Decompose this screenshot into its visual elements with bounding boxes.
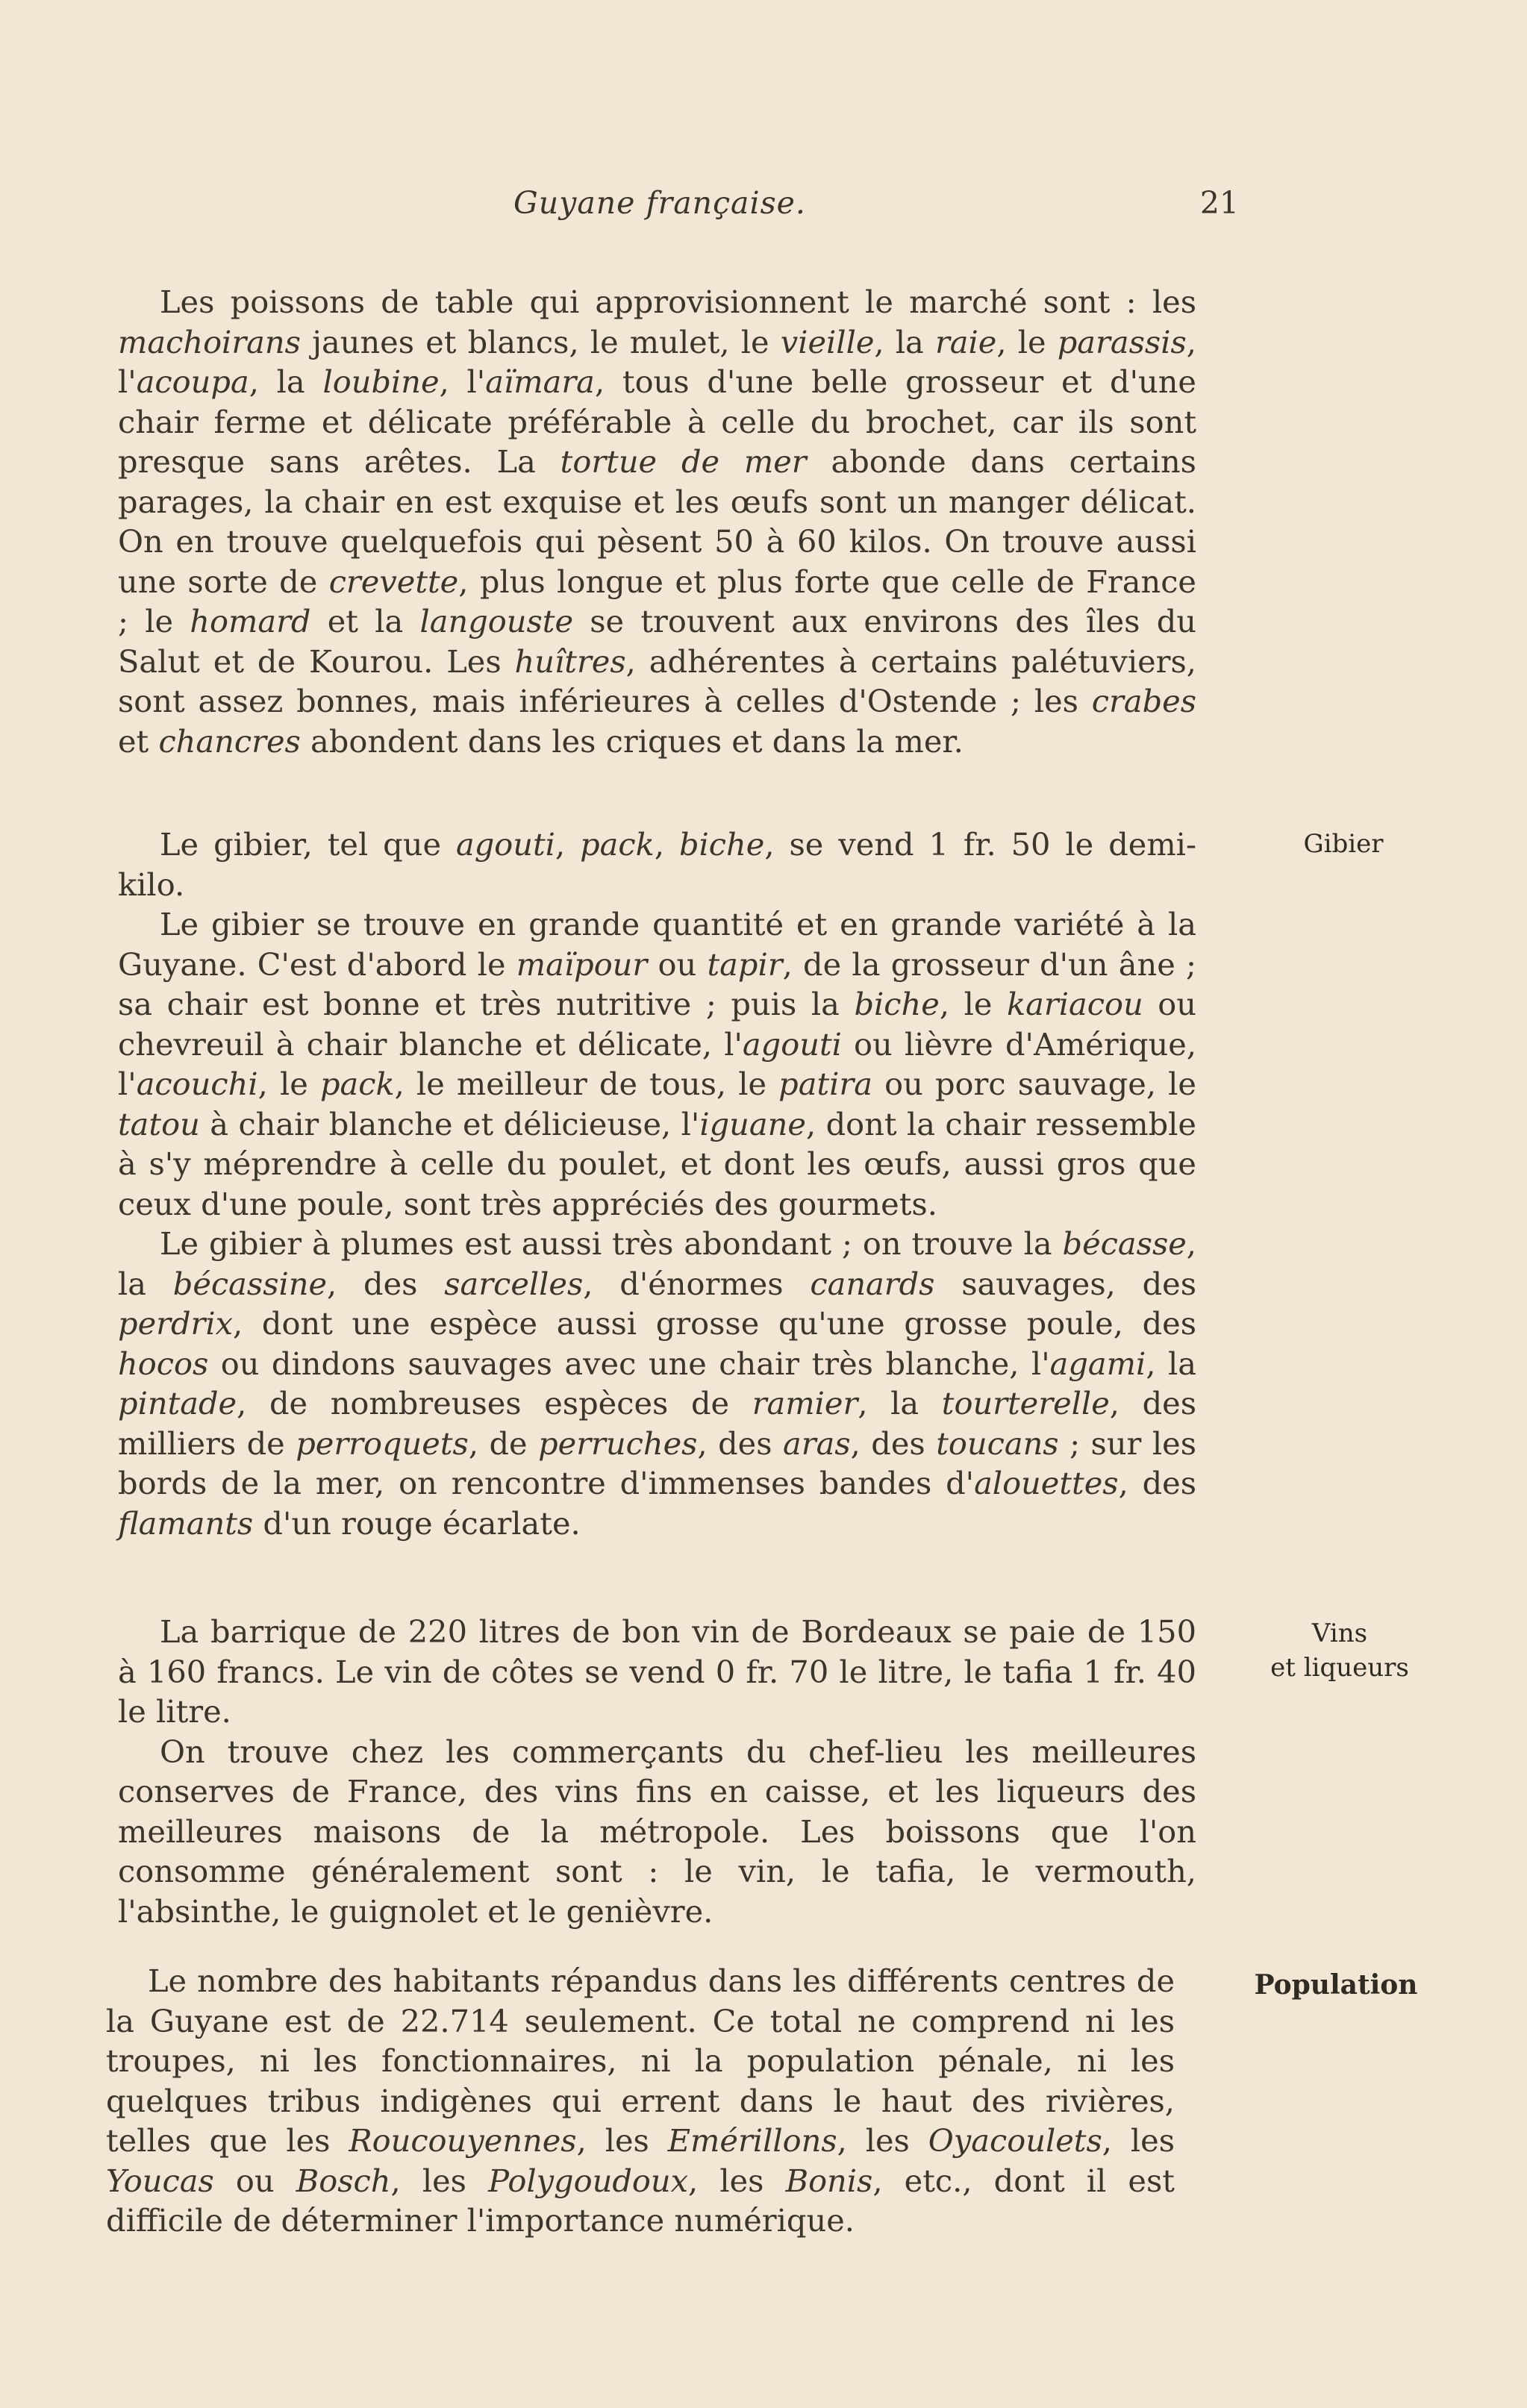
- text-run: , des milliers de: [118, 1385, 1196, 1462]
- italic-term: acoupa: [136, 363, 249, 400]
- italic-term: tortue de mer: [560, 443, 807, 480]
- italic-term: Polygoudoux: [488, 2162, 688, 2199]
- section-wine: [118, 1612, 1196, 1931]
- running-head: [493, 185, 1239, 230]
- italic-term: pintade: [118, 1385, 237, 1422]
- text-run: d'un rouge écarlate.: [253, 1504, 581, 1542]
- italic-term: perroquets: [296, 1425, 469, 1462]
- margin-note-vins-liqueurs: [1254, 1616, 1425, 1685]
- text-run: , dont la chair ressemble à s'y méprendre à celle du poulet, et dont les œufs, aussi gros que ceux d'une poule, sont très appréciés des gourmets.: [118, 1105, 1196, 1222]
- paragraph: [118, 904, 1196, 1224]
- italic-term: canards: [810, 1265, 935, 1302]
- paragraph: [118, 1612, 1196, 1732]
- italic-term: perruches: [538, 1425, 698, 1462]
- text-run: , des: [850, 1425, 937, 1462]
- italic-term: pack: [580, 826, 655, 863]
- text-run: , la: [1146, 1345, 1196, 1382]
- text-run: , les: [837, 2122, 928, 2159]
- text-run: , l': [118, 323, 1196, 400]
- text-run: , les: [688, 2162, 786, 2199]
- italic-term: bécasse: [1062, 1225, 1187, 1262]
- italic-term: Emérillons: [667, 2122, 837, 2159]
- italic-term: tourterelle: [941, 1385, 1110, 1422]
- text-run: , dont une espèce aussi grosse qu'une grosse poule, des: [233, 1305, 1196, 1342]
- margin-note-population: Population: [1254, 1969, 1418, 2001]
- text-run: Le gibier se trouve en grande quantité et en grande variété à la Guyane. C'est d'abord le: [118, 906, 1196, 983]
- text-run: ; sur les bords de la mer, on rencontre d'immenses bandes d': [118, 1425, 1196, 1501]
- italic-term: maïpour: [516, 945, 648, 983]
- text-run: , le meilleur de tous, le: [394, 1066, 779, 1102]
- section-population: [106, 1961, 1175, 2241]
- text-run: , le: [996, 323, 1058, 360]
- paragraph: [118, 282, 1196, 761]
- italic-term: loubine: [322, 363, 440, 400]
- italic-term: pack: [319, 1066, 395, 1102]
- italic-term: Youcas: [106, 2162, 214, 2199]
- text-run: et: [118, 722, 159, 760]
- italic-term: Bonis: [785, 2162, 873, 2199]
- italic-term: agouti: [455, 826, 555, 863]
- italic-term: tapir: [707, 945, 783, 983]
- running-title: Guyane française.: [513, 185, 806, 221]
- text-run: ou: [213, 2162, 296, 2199]
- italic-term: chancres: [158, 722, 301, 760]
- italic-term: agami: [1049, 1345, 1146, 1382]
- text-run: ou chevreuil à chair blanche et délicate, l': [118, 986, 1196, 1063]
- italic-term: Bosch: [296, 2162, 391, 2199]
- text-run: sauvages, des: [934, 1265, 1197, 1302]
- text-run: ,: [555, 826, 581, 863]
- italic-term: alouettes: [974, 1465, 1119, 1501]
- text-run: Le gibier à plumes est aussi très abondant ; on trouve la: [160, 1225, 1063, 1262]
- text-run: , les: [390, 2162, 489, 2199]
- italic-term: Oyacoulets: [928, 2122, 1102, 2159]
- text-run: abondent dans les criques et dans la mer.: [300, 722, 964, 760]
- italic-term: machoirans: [118, 323, 301, 360]
- italic-term: aras: [783, 1425, 851, 1462]
- text-run: , d'énormes: [583, 1265, 811, 1302]
- italic-term: vieille: [780, 323, 875, 360]
- italic-term: flamants: [118, 1504, 254, 1542]
- text-run: , la: [858, 1385, 942, 1422]
- text-run: , des: [327, 1265, 445, 1302]
- text-run: ou lièvre d'Amérique, l': [118, 1025, 1197, 1102]
- italic-term: kariacou: [1007, 986, 1143, 1022]
- text-run: On trouve chez les commerçants du chef-lieu les meilleures conserves de France, des vins fins en caisse, et les liqueurs des meilleures maisons de la métropole. Les boissons que l'on consomme généralement sont : le vin, le tafia, le vermouth, l'absinthe, le guignolet et le genièvre.: [118, 1733, 1196, 1930]
- text-run: et la: [310, 603, 420, 639]
- text-run: , de la grosseur d'un âne ; sa chair est bonne et très nutritive ; puis la: [118, 945, 1196, 1022]
- text-run: , les: [1102, 2122, 1175, 2159]
- text-run: se trouvent aux environs des îles du Salut et de Kourou. Les: [118, 603, 1196, 680]
- text-run: Les poissons de table qui approvisionnent le marché sont : les: [160, 284, 1196, 320]
- paragraph: [118, 825, 1196, 904]
- italic-term: agouti: [742, 1025, 842, 1063]
- italic-term: parassis: [1057, 323, 1187, 360]
- italic-term: raie: [934, 323, 997, 360]
- text-run: La barrique de 220 litres de bon vin de Bordeaux se paie de 150 à 160 francs. Le vin de côtes se vend 0 fr. 70 le litre, le tafia 1 fr. 40 le litre.: [118, 1613, 1196, 1730]
- text-run: , des: [697, 1425, 784, 1462]
- italic-term: ramier: [752, 1385, 858, 1422]
- text-run: , de: [468, 1425, 539, 1462]
- paragraph: [118, 1224, 1196, 1543]
- italic-term: hocos: [118, 1345, 209, 1382]
- italic-term: biche: [678, 826, 765, 863]
- text-run: ou porc sauvage, le: [872, 1066, 1196, 1102]
- section-fish: [118, 282, 1196, 761]
- margin-note-line: et liqueurs: [1270, 1653, 1409, 1683]
- paragraph: [118, 1732, 1196, 1932]
- page-number: 21: [1199, 185, 1239, 221]
- text-run: , se vend 1 fr. 50 le demi-kilo.: [118, 826, 1196, 903]
- text-run: , la: [874, 323, 935, 360]
- text-run: abonde dans certains parages, la chair en est exquise et les œufs sont un manger délicat. On en trouve quelquefois qui pèsent 50 à 60 kilos. On trouve aussi une sorte de: [118, 443, 1196, 600]
- text-run: , le: [257, 1066, 320, 1102]
- italic-term: iguane: [699, 1105, 806, 1142]
- italic-term: bécassine: [172, 1265, 328, 1302]
- section-game: [118, 825, 1196, 1543]
- text-run: , l': [439, 363, 486, 400]
- italic-term: crabes: [1091, 683, 1196, 719]
- text-run: , tous d'une belle grosseur et d'une chair ferme et délicate préférable à celle du brochet, car ils sont presque sans arêtes. La: [118, 363, 1196, 480]
- text-run: , plus longue et plus forte que celle de France ; le: [118, 563, 1196, 639]
- margin-note-gibier: Gibier: [1303, 829, 1384, 859]
- text-run: , le: [939, 986, 1007, 1022]
- text-run: jaunes et blancs, le mulet, le: [300, 323, 781, 360]
- text-run: , des: [1118, 1465, 1197, 1501]
- italic-term: acouchi: [136, 1066, 258, 1102]
- italic-term: biche: [854, 986, 940, 1022]
- text-run: Le nombre des habitants répandus dans les différents centres de la Guyane est de 22.714 seulement. Ce total ne comprend ni les troupes, ni les fonctionnaires, ni la population pénale, ni les quelques tribus indigènes qui errent dans le haut des rivières, telles que les: [106, 1963, 1175, 2159]
- italic-term: toucans: [936, 1425, 1059, 1462]
- italic-term: langouste: [419, 603, 574, 639]
- text-run: , les: [576, 2122, 668, 2159]
- text-run: , adhérentes à certains palétuviers, sont assez bonnes, mais inférieures à celles d'Ostende ; les: [118, 642, 1196, 719]
- margin-note-line: Vins: [1311, 1619, 1368, 1648]
- paragraph: [106, 1961, 1175, 2241]
- italic-term: patira: [778, 1066, 872, 1102]
- italic-term: tatou: [118, 1105, 200, 1142]
- text-run: ou: [647, 945, 708, 983]
- italic-term: Roucouyennes: [349, 2122, 577, 2159]
- italic-term: perdrix: [118, 1305, 234, 1342]
- text-run: , la: [249, 363, 323, 400]
- italic-term: homard: [190, 603, 311, 639]
- text-run: , de nombreuses espèces de: [237, 1385, 752, 1422]
- italic-term: crevette: [328, 563, 459, 600]
- text-run: ,: [654, 826, 679, 863]
- text-run: ou dindons sauvages avec une chair très blanche, l': [208, 1345, 1050, 1382]
- text-run: Le gibier, tel que: [160, 826, 456, 863]
- italic-term: sarcelles: [444, 1265, 584, 1302]
- italic-term: huîtres: [514, 642, 626, 680]
- text-run: , etc., dont il est difficile de déterminer l'importance numérique.: [106, 2162, 1175, 2239]
- text-run: , la: [118, 1225, 1196, 1302]
- text-run: à chair blanche et délicieuse, l': [199, 1105, 700, 1142]
- italic-term: aïmara: [485, 363, 595, 400]
